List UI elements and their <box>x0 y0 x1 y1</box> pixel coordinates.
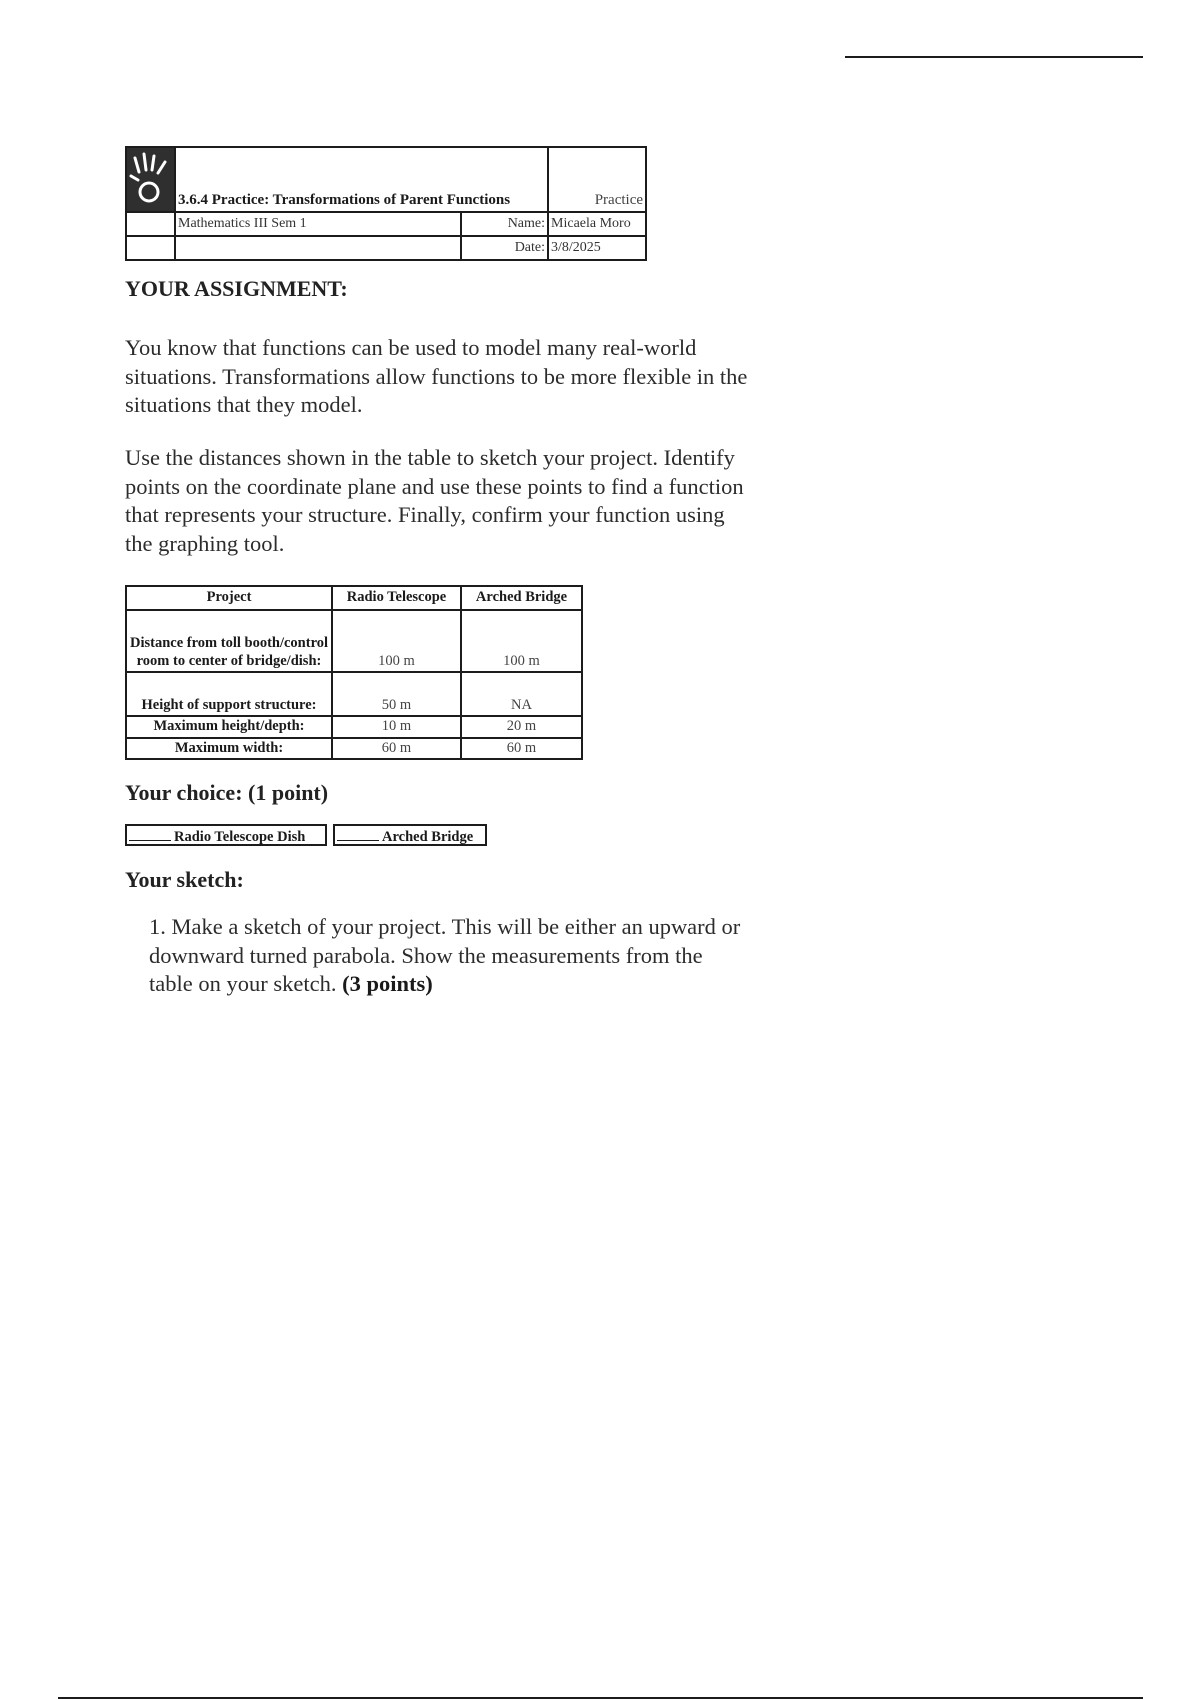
choice-arched-bridge[interactable] <box>333 824 487 846</box>
question-1 <box>149 913 749 999</box>
student-name: Micaela Moro <box>548 212 646 236</box>
choice-heading: Your choice: (1 point) <box>125 780 329 805</box>
row-label-support-height: Height of support structure: <box>126 672 332 716</box>
choice-blank-line <box>129 826 171 841</box>
header-empty-cell <box>126 212 175 236</box>
top-rule <box>845 56 1143 58</box>
worksheet-type: Practice <box>548 147 646 212</box>
worksheet-title: 3.6.4 Practice: Transformations of Parent Functions <box>175 147 548 212</box>
project-table <box>125 585 583 760</box>
radio-max-width-value: 60 m <box>332 738 461 760</box>
radio-support-height-value: 50 m <box>332 672 461 716</box>
table-header-radio-telescope: Radio Telescope <box>332 586 461 610</box>
bridge-distance-value: 100 m <box>461 610 582 672</box>
worksheet-header <box>125 146 647 261</box>
instructions-paragraph: Use the distances shown in the table to sketch your project. Identify points on the coordinate plane and use these points to find a function that represents your structure. Finally, confirm your function using the graphing tool. <box>125 445 744 556</box>
header-empty-cell <box>126 236 175 260</box>
header-empty-cell <box>175 236 461 260</box>
row-label-max-width: Maximum width: <box>126 738 332 760</box>
bridge-support-height-value: NA <box>461 672 582 716</box>
choice-blank-line <box>337 826 379 841</box>
intro-paragraph: You know that functions can be used to model many real-world situations. Transformations allow functions to be more flexible in the situations that they model. <box>125 335 748 417</box>
bridge-max-width-value: 60 m <box>461 738 582 760</box>
name-label: Name: <box>461 212 548 236</box>
table-header-project: Project <box>126 586 332 610</box>
bridge-max-height-value: 20 m <box>461 716 582 738</box>
assignment-heading: YOUR ASSIGNMENT: <box>125 276 348 301</box>
question-points: (3 points) <box>342 971 433 996</box>
date-value: 3/8/2025 <box>548 236 646 260</box>
sketch-heading: Your sketch: <box>125 867 244 892</box>
sun-logo-icon <box>126 147 175 212</box>
radio-distance-value: 100 m <box>332 610 461 672</box>
date-label: Date: <box>461 236 548 260</box>
choice-arched-bridge-label: Arched Bridge <box>382 829 474 845</box>
course-name: Mathematics III Sem 1 <box>175 212 461 236</box>
question-number: 1. <box>149 914 166 939</box>
row-label-distance: Distance from toll booth/control room to center of bridge/dish: <box>126 610 332 672</box>
radio-max-height-value: 10 m <box>332 716 461 738</box>
bottom-rule <box>58 1697 1143 1699</box>
row-label-max-height: Maximum height/depth: <box>126 716 332 738</box>
question-text: Make a sketch of your project. This will be either an upward or downward turned parabola. Show the measurements from the table on your sketch. <box>149 914 741 996</box>
table-header-arched-bridge: Arched Bridge <box>461 586 582 610</box>
choice-radio-telescope-label: Radio Telescope Dish <box>174 829 306 845</box>
choice-radio-telescope[interactable] <box>125 824 327 846</box>
